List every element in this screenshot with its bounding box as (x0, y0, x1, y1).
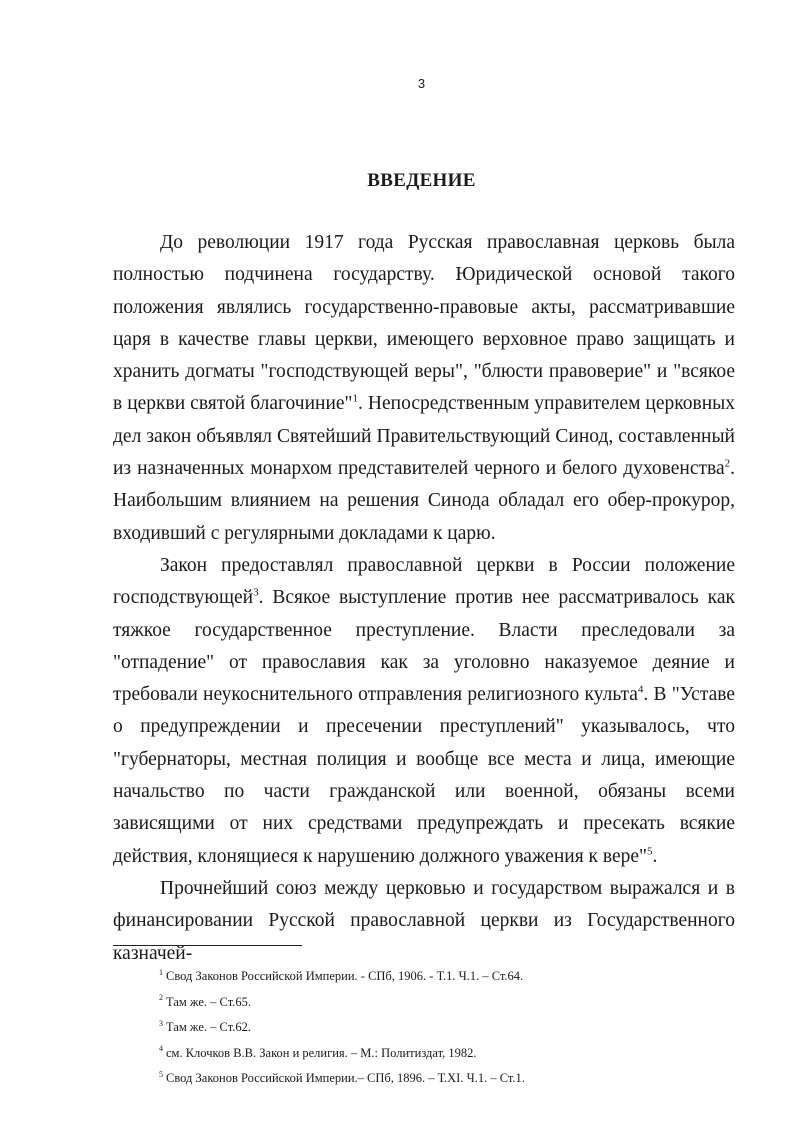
footnote-number: 2 (159, 993, 163, 1003)
paragraph-text: До революции 1917 года Русская православная церковь была полностью подчинена государству. Юридической основой такого положения являлись государственно-правовые акты, рассматривавшие царя в качестве главы церкви, имеющего верховное право защищать и хранить догматы "господствующей веры", "блюсти правоверие" и "всякое в церкви святой благочиние" (113, 232, 735, 415)
paragraph-text: . Непосредственным управителем церковных дел закон объявлял Святейший Правительствующий Синод, составленный из назначенных монархом представителей черного и белого духовенства (113, 393, 736, 480)
footnote-text: Свод Законов Российской Империи.– СПб, 1896. – Т.XI. Ч.1. – Ст.1. (166, 1071, 525, 1085)
footnotes (159, 964, 719, 1092)
footnote-ref: 3 (253, 586, 259, 599)
paragraph-text: . (652, 845, 658, 867)
paragraph-text: . В "Уставе о предупреждении и пресечении преступлений" указывалось, что "губернаторы, местная полиция и вообще все места и лица, имеющие начальство по части гражданской или военной, обязаны всеми зависящими от них средствами предупреждать и пресекать всякие действия, клонящиеся к нарушению должного уважения к вере" (113, 684, 736, 867)
footnote-ref: 2 (724, 457, 731, 470)
footnote-item (159, 990, 719, 1016)
footnote-divider (113, 945, 302, 946)
main-text (113, 227, 735, 970)
footnote-ref: 5 (647, 845, 653, 858)
page-title: ВВЕДЕНИЕ (367, 170, 476, 191)
paragraph-3 (113, 873, 735, 970)
footnote-item (159, 1066, 719, 1092)
footnote-item (159, 1041, 719, 1067)
footnote-number: 3 (159, 1018, 163, 1028)
paragraph-text: Прочнейший союз между церковью и государством выражался и в финансировании Русской православной церкви из Государственного казначей- (113, 877, 735, 964)
footnote-number: 4 (159, 1044, 163, 1054)
footnote-text: Там же. – Ст.65. (166, 994, 251, 1009)
footnote-number: 5 (159, 1069, 163, 1079)
footnote-ref: 4 (637, 683, 644, 696)
paragraph-text: Закон предоставлял православной церкви в России положение господствующей (113, 554, 735, 609)
paragraph-text: . Наибольшим влиянием на решения Синода обладал его обер-прокурор, входивший с регулярными докладами к царю. (113, 458, 735, 544)
footnote-number: 1 (159, 967, 163, 977)
paragraph-text: . Всякое выступление против нее рассматривалось как тяжкое государственное преступление. Власти преследовали за "отпадение" от православия как за уголовно наказуемое деяние и требовали неукоснительного отправления религиозного культа (113, 587, 735, 706)
paragraph-1 (113, 227, 735, 550)
footnote-text: Там же. – Ст.62. (166, 1020, 251, 1034)
paragraph-2 (113, 550, 735, 873)
footnote-text: Свод Законов Российской Империи. - СПб, 1906. - Т.1. Ч.1. – Ст.64. (166, 969, 524, 983)
page-number: 3 (417, 76, 426, 91)
footnote-item (159, 964, 719, 990)
footnote-item (159, 1015, 719, 1041)
footnote-ref: 1 (352, 392, 359, 405)
footnote-text: см. Клочков В.В. Закон и религия. – М.: Политиздат, 1982. (166, 1045, 477, 1060)
